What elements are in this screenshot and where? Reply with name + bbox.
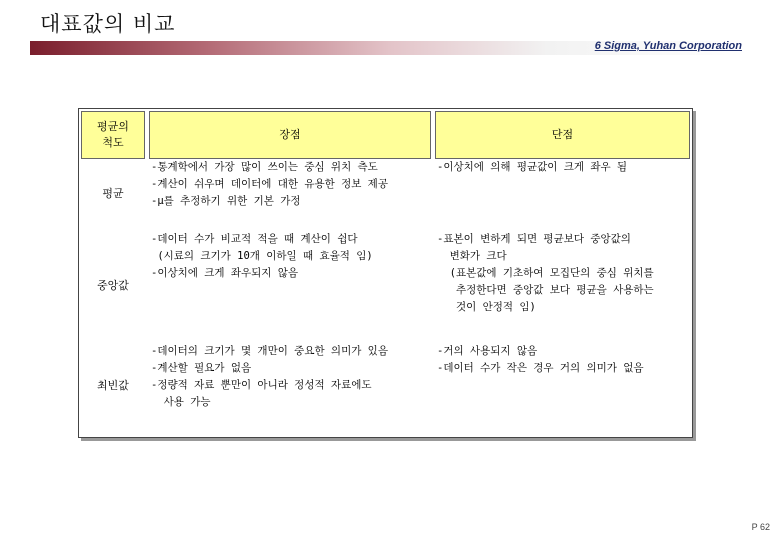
mode-pros-line: -계산할 필요가 없음	[151, 362, 252, 374]
mode-pros-line: -정량적 자료 뿐만이 아니라 정성적 자료에도	[151, 379, 372, 391]
header-pros-label: 장점	[279, 128, 301, 141]
row-label-median: 중앙값	[97, 279, 129, 292]
mode-pros	[151, 343, 433, 411]
median-cons-line: 변화가 크다	[437, 250, 507, 262]
slide-title: 대표값의 비교	[40, 12, 176, 36]
header-pros-cell	[149, 111, 431, 159]
median-cons-line: (표본값에 기초하여 모집단의 중심 위치를	[437, 267, 654, 279]
median-pros-line: (시료의 크기가 10개 이하일 때 효율적 임)	[151, 250, 373, 262]
mean-pros	[151, 159, 433, 210]
median-cons	[437, 231, 687, 316]
mean-pros-line: -μ를 추정하기 위한 기본 가정	[151, 195, 301, 207]
company-name: 6 Sigma, Yuhan Corporation	[594, 40, 742, 52]
page-number: P 62	[751, 522, 770, 532]
header-cons-label: 단점	[551, 128, 574, 141]
mean-cons-line: -이상치에 의해 평균값이 크게 좌우 됨	[437, 161, 628, 173]
mean-pros-line: -계산이 쉬우며 데이터에 대한 유용한 정보 제공	[151, 178, 388, 190]
header-corner-line-2: 척도	[102, 136, 124, 149]
median-pros-line: -데이터 수가 비교적 적을 때 계산이 쉽다	[151, 233, 358, 245]
mode-cons	[437, 343, 687, 377]
mode-pros-line: -데이터의 크기가 몇 개만이 중요한 의미가 있음	[151, 345, 388, 357]
mean-pros-line: -통계학에서 가장 많이 쓰이는 중심 위치 측도	[151, 161, 378, 173]
median-cons-line: -표본이 변하게 되면 평균보다 중앙값의	[437, 233, 631, 245]
comparison-table	[78, 108, 693, 438]
median-cons-line: 것이 안정적 임)	[437, 301, 536, 313]
median-cons-line: 추정한다면 중앙값 보다 평균을 사용하는	[437, 284, 654, 296]
mode-cons-line: -데이터 수가 작은 경우 거의 의미가 없음	[437, 362, 644, 374]
header-corner-cell	[81, 111, 145, 159]
mean-cons	[437, 159, 687, 176]
header-corner-line-1: 평균의	[97, 120, 129, 133]
header-cons-cell	[435, 111, 690, 159]
mode-pros-line: 사용 가능	[151, 396, 211, 408]
row-label-mean: 평균	[102, 187, 124, 200]
median-pros	[151, 231, 433, 282]
mode-cons-line: -거의 사용되지 않음	[437, 345, 538, 357]
row-label-mode: 최빈값	[97, 379, 129, 392]
median-pros-line: -이상치에 크게 좌우되지 않음	[151, 267, 299, 279]
